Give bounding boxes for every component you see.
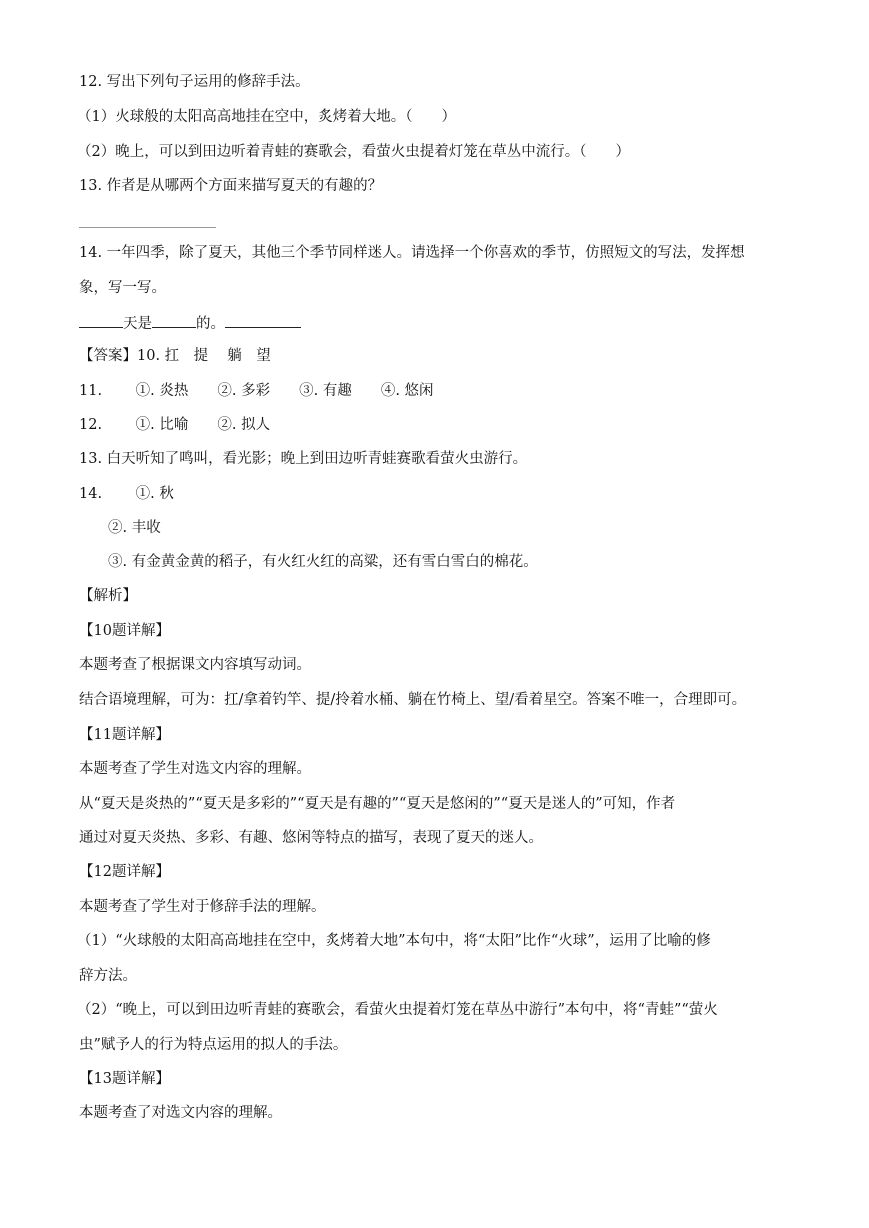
answer-blank-line <box>79 227 216 228</box>
detail-11-text: 本题考查了学生对选文内容的理解。 <box>79 761 311 777</box>
question-13: 13. 作者是从哪两个方面来描写夏天的有趣的？ <box>79 178 383 194</box>
answer-12: 12. ①. 比喻 ②. 拟人 <box>79 417 271 433</box>
detail-12-text-4: （2）“晚上，可以到田边听青蛙的赛歌会，看萤火虫提着灯笼在草丛中游行”本句中，将“青蛙”“萤火 <box>77 1002 718 1018</box>
fill-in-line: 天是 的。 <box>79 313 301 334</box>
answer-14-3: ③. 有金黄金黄的稻子，有火红火红的高粱，还有雪白雪白的棉花。 <box>108 554 538 570</box>
answer-11: 11. ①. 炎热 ②. 多彩 ③. 有趣 ④. 悠闲 <box>79 383 434 399</box>
detail-11-text-2: 从“夏天是炎热的”“夏天是多彩的”“夏天是有趣的”“夏天是悠闲的”“夏天是迷人的”可知，作者 <box>79 796 676 812</box>
answer-14-2: ②. 丰收 <box>108 520 161 536</box>
blank-feature <box>152 313 196 328</box>
detail-12-text-5: 虫”赋予人的行为特点运用的拟人的手法。 <box>79 1037 348 1053</box>
question-12: 12. 写出下列句子运用的修辞手法。 <box>79 74 310 90</box>
answer-14: 14. ①. 秋 <box>79 486 174 502</box>
question-14-cont: 象，写一写。 <box>79 280 166 296</box>
question-14: 14. 一年四季，除了夏天，其他三个季节同样迷人。请选择一个你喜欢的季节，仿照短文的写法，发挥想 <box>79 245 745 261</box>
answer-13: 13. 白天听知了鸣叫，看光影；晚上到田边听青蛙赛歌看萤火虫游行。 <box>79 451 528 467</box>
detail-12-text-3: 辞方法。 <box>79 968 137 984</box>
answer-heading: 【答案】10. 扛 提 躺 望 <box>79 348 271 364</box>
detail-12-heading: 【12题详解】 <box>79 864 170 880</box>
detail-10-text-2: 结合语境理解，可为：扛/拿着钓竿、提/拎着水桶、躺在竹椅上、望/看着星空。答案不唯一，合理即可。 <box>79 692 747 708</box>
detail-11-text-3: 通过对夏天炎热、多彩、有趣、悠闲等特点的描写，表现了夏天的迷人。 <box>79 830 543 846</box>
detail-10-heading: 【10题详解】 <box>79 623 170 639</box>
detail-12-text: 本题考查了学生对于修辞手法的理解。 <box>79 899 326 915</box>
detail-13-heading: 【13题详解】 <box>79 1071 170 1087</box>
detail-11-heading: 【11题详解】 <box>79 727 170 743</box>
question-12-1: （1）火球般的太阳高高地挂在空中，炙烤着大地。（ ） <box>77 109 456 125</box>
detail-12-text-2: （1）“火球般的太阳高高地挂在空中，炙烤着大地”本句中，将“太阳”比作“火球”，运用了比喻的修 <box>77 933 711 949</box>
analysis-heading: 【解析】 <box>79 588 137 604</box>
question-12-2: （2）晚上，可以到田边听着青蛙的赛歌会，看萤火虫提着灯笼在草丛中流行。（ ） <box>77 144 630 160</box>
detail-10-text: 本题考查了根据课文内容填写动词。 <box>79 657 311 673</box>
blank-writing <box>225 313 301 328</box>
detail-13-text: 本题考查了对选文内容的理解。 <box>79 1105 282 1121</box>
blank-season <box>79 313 123 328</box>
